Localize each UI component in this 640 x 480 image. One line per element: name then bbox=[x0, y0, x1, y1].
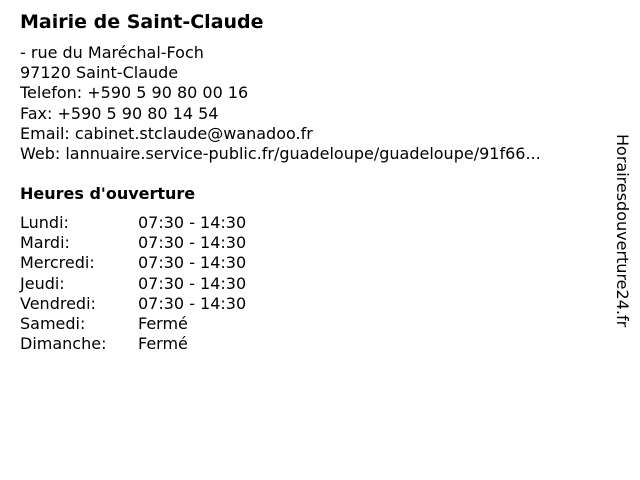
hours-value: Fermé bbox=[138, 313, 188, 333]
hours-value: 07:30 - 14:30 bbox=[138, 253, 247, 273]
hours-value: 07:30 - 14:30 bbox=[138, 213, 247, 232]
day-label: Lundi: bbox=[20, 213, 69, 232]
day-label: Mardi: bbox=[20, 233, 70, 253]
day-label: Vendredi: bbox=[20, 293, 96, 313]
address-street: - rue du Maréchal-Foch bbox=[20, 43, 204, 62]
day-label: Mercredi: bbox=[20, 253, 95, 273]
site-watermark: Horairesdouverture24.fr bbox=[613, 134, 632, 328]
phone-number: Telefon: +590 5 90 80 00 16 bbox=[20, 83, 249, 103]
email-address: Email: cabinet.stclaude@wanadoo.fr bbox=[20, 123, 313, 143]
hours-value: 07:30 - 14:30 bbox=[138, 273, 247, 293]
hours-value: Fermé bbox=[138, 334, 188, 354]
hours-value: 07:30 - 14:30 bbox=[138, 293, 247, 313]
day-label: Dimanche: bbox=[20, 334, 107, 354]
fax-number: Fax: +590 5 90 80 14 54 bbox=[20, 103, 219, 123]
opening-hours-heading: Heures d'ouverture bbox=[20, 184, 196, 203]
hours-value: 07:30 - 14:30 bbox=[138, 233, 247, 253]
contact-info bbox=[20, 43, 541, 164]
day-label: Samedi: bbox=[20, 313, 86, 333]
address-city: 97120 Saint-Claude bbox=[20, 63, 179, 83]
website-link: Web: lannuaire.service-public.fr/guadeloupe/guadeloupe/91f66... bbox=[20, 144, 541, 164]
page-title: Mairie de Saint-Claude bbox=[20, 11, 264, 33]
day-label: Jeudi: bbox=[20, 273, 65, 293]
